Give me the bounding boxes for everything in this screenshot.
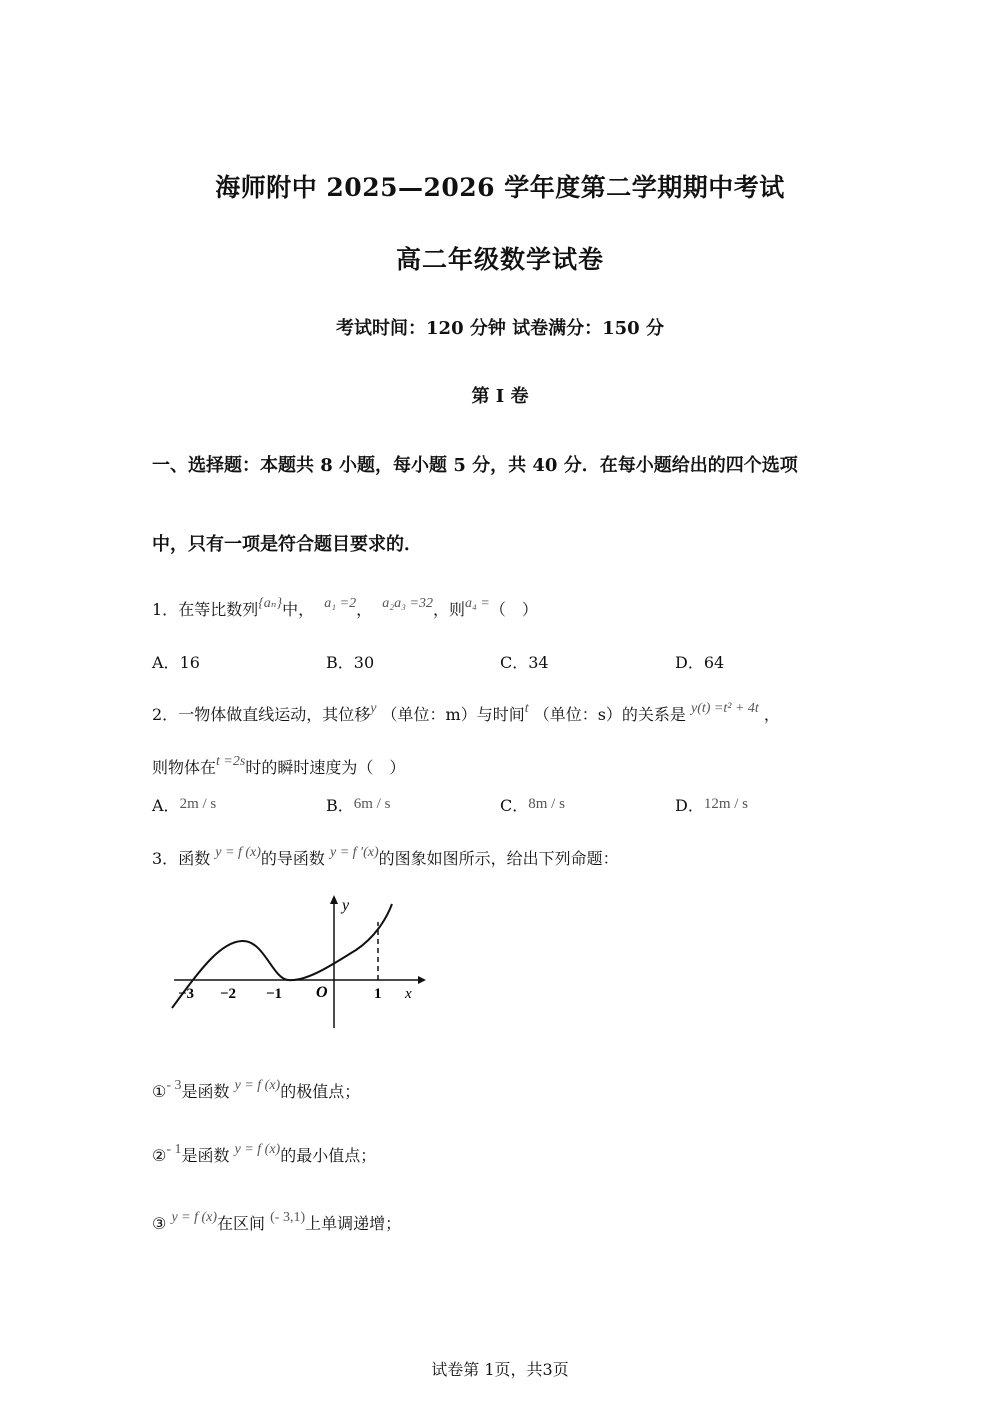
question-text: 函数 [178, 849, 211, 868]
exam-title: 海师附中 2025—2026 学年度第二学期期中考试 [215, 173, 785, 202]
question-text: ，则 [432, 600, 465, 619]
option-label: D． [675, 653, 704, 672]
question-text: （单位：s）的关系是 [533, 705, 686, 724]
y-axis-arrow-icon [330, 895, 338, 904]
option-value: 2m / s [179, 796, 217, 812]
math-a1: a₁ =2 [324, 596, 357, 611]
section-heading-line2: 中，只有一项是符合题目要求的． [152, 534, 422, 555]
option-value: 16 [179, 653, 200, 672]
q1-option-d[interactable] [675, 650, 724, 673]
prop-mark: ③ [152, 1214, 167, 1233]
question-2-line2 [152, 755, 405, 778]
page-footer: 试卷第 1页，共3页 [431, 1360, 569, 1379]
y-axis-label: y [342, 897, 350, 914]
x-axis-arrow-icon [418, 976, 426, 984]
math-a2a3: a₂a₃ =32 [382, 596, 433, 611]
option-label: C． [500, 796, 529, 815]
prop-text: 是函数 [181, 1082, 230, 1101]
option-label: C． [500, 653, 529, 672]
math-fx: y = f (x) [234, 1078, 281, 1093]
math-value: - 1 [166, 1142, 182, 1157]
tick-label: −2 [220, 986, 237, 1002]
answer-blank: （ ） [489, 600, 538, 619]
proposition-2 [152, 1143, 376, 1166]
option-value: 8m / s [528, 796, 565, 812]
question-number: 2． [152, 705, 179, 724]
question-text: 的图象如图所示，给出下列命题： [378, 849, 619, 868]
volume-label: 第 I 卷 [471, 386, 529, 407]
option-value: 34 [528, 653, 549, 672]
question-text: 则物体在 [152, 758, 217, 777]
question-text: 中， [282, 600, 315, 619]
option-value: 64 [703, 653, 725, 672]
math-fx: y = f (x) [215, 845, 261, 860]
q2-option-b[interactable] [326, 793, 390, 816]
question-number: 1． [152, 600, 179, 619]
question-text: ， [763, 705, 780, 724]
section-heading-line1: 一、选择题：本题共 8 小题，每小题 5 分，共 40 分．在每小题给出的四个选项 [152, 455, 798, 476]
math-fpx: y = f ′(x) [330, 845, 379, 860]
option-label: A． [152, 796, 180, 815]
tick-label: 1 [374, 986, 382, 1002]
question-2 [152, 702, 780, 725]
option-value: 30 [353, 653, 375, 672]
question-text: 的导函数 [260, 849, 325, 868]
x-axis-label: x [405, 986, 412, 1002]
math-fx: y = f (x) [171, 1210, 218, 1225]
option-label: B． [326, 653, 354, 672]
math-position-fn: y(t) =t² + 4t [691, 701, 759, 716]
q1-option-c[interactable] [500, 650, 549, 673]
q2-option-c[interactable] [500, 793, 565, 816]
exam-info: 考试时间：120 分钟 试卷满分：150 分 [336, 318, 664, 339]
question-text: ， [356, 600, 373, 619]
math-value: - 3 [166, 1078, 182, 1093]
option-value: 12m / s [703, 796, 749, 812]
q1-option-b[interactable] [326, 650, 374, 673]
proposition-3 [152, 1211, 401, 1234]
math-sequence: {aₙ} [258, 596, 283, 611]
math-y: y [370, 701, 377, 716]
option-label: D． [675, 796, 704, 815]
prop-text: 的最小值点； [280, 1146, 377, 1165]
math-t-eq: t =2s [216, 754, 246, 769]
option-value: 6m / s [353, 796, 391, 812]
proposition-1 [152, 1079, 360, 1102]
prop-text: 的极值点； [280, 1082, 361, 1101]
prop-mark: ② [152, 1146, 167, 1165]
option-label: B． [326, 796, 354, 815]
math-a4: a₄ = [464, 596, 490, 611]
prop-text: 上单调递增； [305, 1214, 402, 1233]
prop-text: 在区间 [217, 1214, 266, 1233]
question-text: 一物体做直线运动，其位移 [178, 705, 371, 724]
question-text: （单位：m）与时间 [381, 705, 525, 724]
prop-text: 是函数 [181, 1146, 230, 1165]
exam-subtitle: 高二年级数学试卷 [395, 245, 604, 274]
tick-label: −3 [178, 986, 195, 1002]
prop-mark: ① [152, 1082, 167, 1101]
q1-option-a[interactable] [152, 650, 200, 673]
question-text: 时的瞬时速度为（ ） [245, 758, 406, 777]
q2-option-d[interactable] [675, 793, 748, 816]
q2-option-a[interactable] [152, 793, 216, 816]
question-number: 3． [152, 849, 179, 868]
question-text: 在等比数列 [178, 600, 259, 619]
question-3 [152, 846, 619, 869]
option-label: A． [152, 653, 180, 672]
tick-label: −1 [266, 986, 283, 1002]
origin-label: O [316, 984, 328, 1001]
question-1 [152, 597, 538, 620]
math-fx: y = f (x) [234, 1142, 281, 1157]
math-interval: (- 3,1) [270, 1210, 306, 1225]
math-t: t [524, 701, 529, 716]
derivative-graph [160, 890, 430, 1035]
